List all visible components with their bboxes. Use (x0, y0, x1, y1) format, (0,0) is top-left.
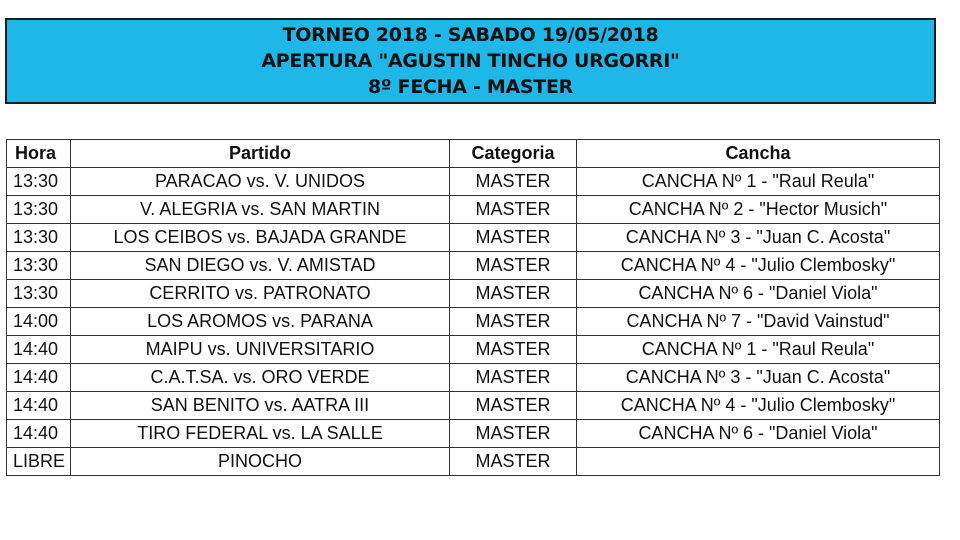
header-title: TORNEO 2018 - SABADO 19/05/2018 (282, 24, 659, 46)
fixture-table (6, 139, 940, 476)
match-time: 14:40 (7, 336, 71, 364)
match-field: CANCHA Nº 6 - "Daniel Viola" (577, 420, 940, 448)
match-field: CANCHA Nº 6 - "Daniel Viola" (577, 280, 940, 308)
table-header-row (7, 140, 940, 168)
match-time: 14:40 (7, 420, 71, 448)
match-field: CANCHA Nº 3 - "Juan C. Acosta" (577, 364, 940, 392)
table-row (7, 336, 940, 364)
match-field: CANCHA Nº 7 - "David Vainstud" (577, 308, 940, 336)
match-teams: SAN DIEGO vs. V. AMISTAD (71, 252, 450, 280)
column-header-cancha: Cancha (577, 140, 940, 168)
column-header-hora: Hora (7, 140, 71, 168)
match-category: MASTER (450, 168, 577, 196)
match-time: 13:30 (7, 252, 71, 280)
match-category: MASTER (450, 364, 577, 392)
match-category: MASTER (450, 420, 577, 448)
table-row (7, 196, 940, 224)
table-row (7, 392, 940, 420)
match-teams: LOS AROMOS vs. PARANA (71, 308, 450, 336)
table-row (7, 168, 940, 196)
match-time: 14:40 (7, 392, 71, 420)
match-time: LIBRE (7, 448, 71, 476)
table-row (7, 448, 940, 476)
tournament-header (5, 18, 936, 104)
table-row (7, 420, 940, 448)
match-field: CANCHA Nº 1 - "Raul Reula" (577, 336, 940, 364)
match-category: MASTER (450, 336, 577, 364)
match-teams: PINOCHO (71, 448, 450, 476)
match-time: 13:30 (7, 196, 71, 224)
match-time: 13:30 (7, 224, 71, 252)
match-time: 14:00 (7, 308, 71, 336)
header-round: 8º FECHA - MASTER (368, 76, 573, 98)
match-category: MASTER (450, 392, 577, 420)
match-category: MASTER (450, 448, 577, 476)
match-teams: CERRITO vs. PATRONATO (71, 280, 450, 308)
match-teams: MAIPU vs. UNIVERSITARIO (71, 336, 450, 364)
table-row (7, 224, 940, 252)
match-teams: V. ALEGRIA vs. SAN MARTIN (71, 196, 450, 224)
match-time: 13:30 (7, 168, 71, 196)
match-teams: C.A.T.SA. vs. ORO VERDE (71, 364, 450, 392)
column-header-categoria: Categoria (450, 140, 577, 168)
match-category: MASTER (450, 280, 577, 308)
match-field: CANCHA Nº 4 - "Julio Clembosky" (577, 392, 940, 420)
table-row (7, 280, 940, 308)
match-field: CANCHA Nº 4 - "Julio Clembosky" (577, 252, 940, 280)
match-field: CANCHA Nº 1 - "Raul Reula" (577, 168, 940, 196)
column-header-partido: Partido (71, 140, 450, 168)
match-teams: PARACAO vs. V. UNIDOS (71, 168, 450, 196)
match-category: MASTER (450, 224, 577, 252)
match-field: CANCHA Nº 3 - "Juan C. Acosta" (577, 224, 940, 252)
fixture-table-body (7, 168, 940, 476)
match-teams: SAN BENITO vs. AATRA III (71, 392, 450, 420)
match-category: MASTER (450, 252, 577, 280)
header-subtitle: APERTURA "AGUSTIN TINCHO URGORRI" (261, 50, 680, 72)
table-row (7, 308, 940, 336)
match-field: CANCHA Nº 2 - "Hector Musich" (577, 196, 940, 224)
match-time: 13:30 (7, 280, 71, 308)
match-teams: LOS CEIBOS vs. BAJADA GRANDE (71, 224, 450, 252)
match-category: MASTER (450, 196, 577, 224)
match-category: MASTER (450, 308, 577, 336)
table-row (7, 364, 940, 392)
match-teams: TIRO FEDERAL vs. LA SALLE (71, 420, 450, 448)
table-row (7, 252, 940, 280)
match-time: 14:40 (7, 364, 71, 392)
match-field (577, 448, 940, 476)
